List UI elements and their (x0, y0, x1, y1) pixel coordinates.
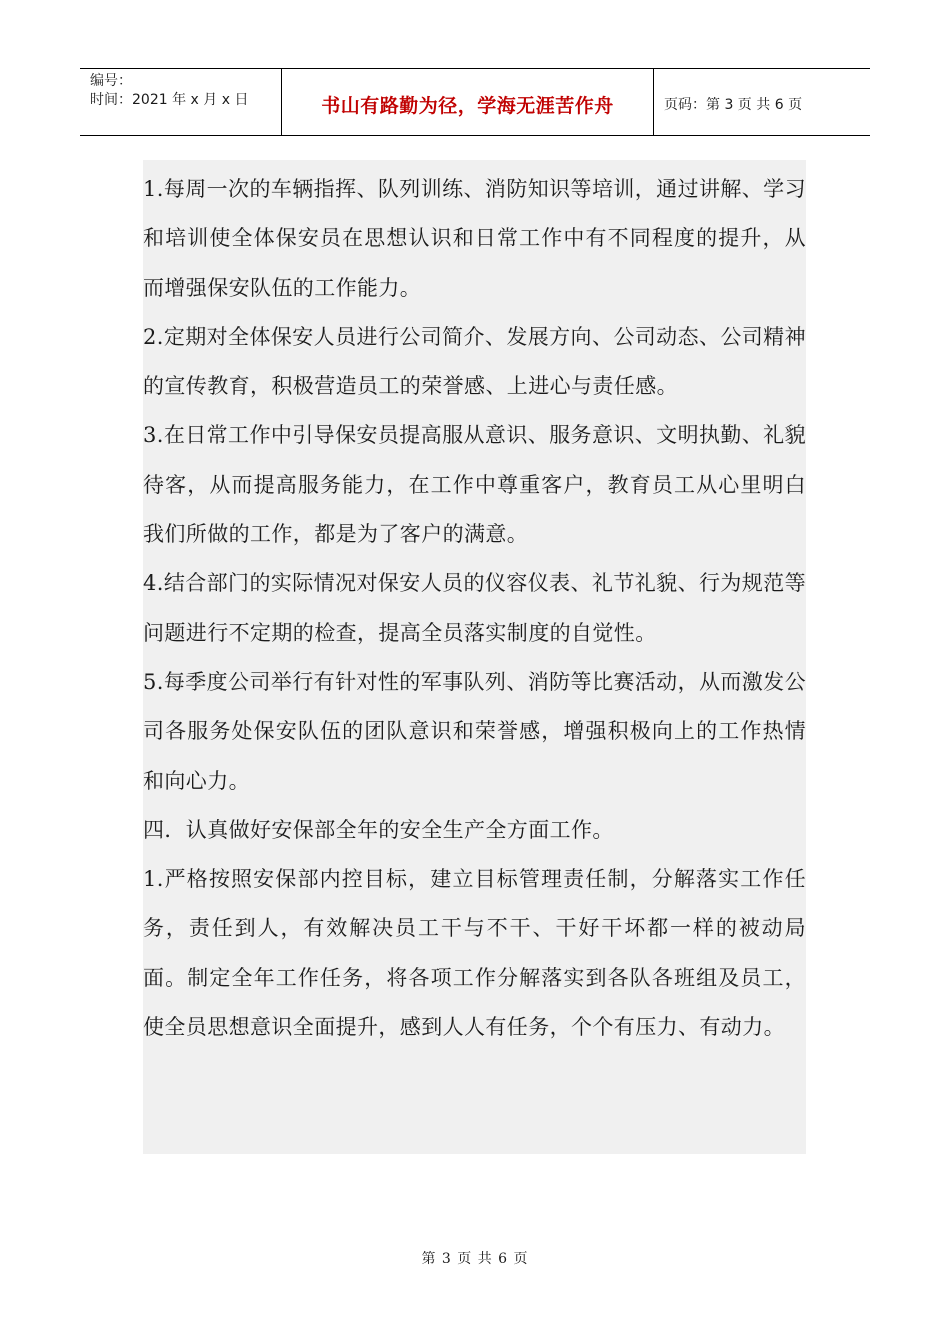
header-motto: 书山有路勤为径，学海无涯苦作舟 (282, 69, 654, 135)
paragraph-4: 4.结合部门的实际情况对保安人员的仪容仪表、礼节礼貌、行为规范等问题进行不定期的检查，提高全员落实制度的自觉性。 (143, 571, 806, 645)
header-page-code: 页码：第 3 页 共 6 页 (664, 97, 803, 113)
paragraph-3: 3.在日常工作中引导保安员提高服从意识、服务意识、文明执勤、礼貌待客，从而提高服务能力，在工作中尊重客户，教育员工从心里明白我们所做的工作，都是为了客户的满意。 (143, 423, 806, 547)
page-header (80, 68, 870, 136)
section-heading: 四．认真做好安保部全年的安全生产全方面工作。 (143, 817, 614, 842)
header-meta (80, 69, 282, 135)
paragraph-1: 1.每周一次的车辆指挥、队列训练、消防知识等培训，通过讲解、学习和培训使全体保安员在思想认识和日常工作中有不同程度的提升，从而增强保安队伍的工作能力。 (143, 177, 806, 300)
paragraph-2: 2.定期对全体保安人员进行公司简介、发展方向、公司动态、公司精神的宣传教育，积极营造员工的荣誉感、上进心与责任感。 (143, 324, 806, 399)
document-body (143, 160, 806, 1154)
page-footer: 第 3 页 共 6 页 (421, 1251, 529, 1267)
paragraph-5: 5.每季度公司举行有针对性的军事队列、消防等比赛活动，从而激发公司各服务处保安队伍的团队意识和荣誉感，增强积极向上的工作热情和向心力。 (143, 669, 806, 793)
document-number: 编号： (90, 73, 132, 89)
paragraph-6: 1.严格按照安保部内控目标，建立目标管理责任制，分解落实工作任务，责任到人，有效解决员工干与不干、干好干坏都一样的被动局面。制定全年工作任务，将各项工作分解落实到各队各班组及员工，使全员思想意识全面提升，感到人人有任务，个个有压力、有动力。 (143, 867, 806, 1040)
document-date: 时间：2021 年 x 月 x 日 (90, 92, 249, 108)
